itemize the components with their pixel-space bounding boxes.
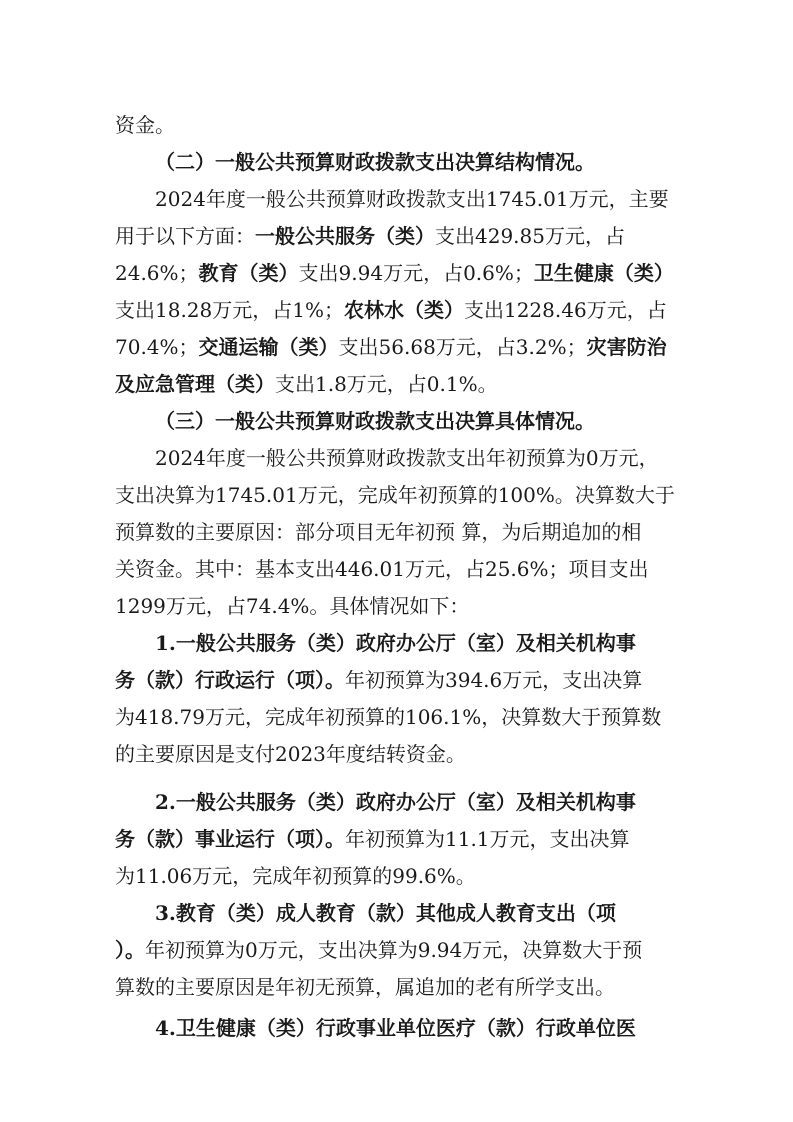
text-run: 年初预算为11.1万元，支出决算 bbox=[345, 827, 630, 851]
text-line bbox=[115, 256, 685, 290]
text-line bbox=[115, 478, 685, 512]
text-run: 预算数的主要原因：部分项目无年初预 算，为后期追加的相 bbox=[115, 520, 642, 544]
bold-text-run: （二）一般公共预算财政拨款支出决算结构情况。 bbox=[155, 150, 595, 174]
text-line bbox=[115, 589, 685, 623]
text-run: 年初预算为0万元，支出决算为9.94万元，决算数大于预 bbox=[145, 938, 643, 962]
text-run: 资金。 bbox=[115, 113, 175, 137]
item-heading bbox=[155, 626, 685, 660]
text-line bbox=[115, 700, 685, 734]
text-line bbox=[115, 515, 685, 549]
text-run: 支出1228.46万元，占 bbox=[463, 298, 667, 322]
item-heading bbox=[155, 1011, 685, 1045]
text-line bbox=[115, 859, 685, 893]
bold-text-run: （三）一般公共预算财政拨款支出决算具体情况。 bbox=[155, 409, 595, 433]
text-line bbox=[115, 970, 685, 1004]
section-heading bbox=[155, 404, 685, 438]
text-run: 24.6%； bbox=[115, 261, 199, 285]
bold-text-run: 1.一般公共服务（类）政府办公厅（室）及相关机构事 bbox=[155, 631, 636, 655]
bold-text-run: 交通运输（类） bbox=[198, 335, 339, 359]
bold-text-run: 2.一般公共服务（类）政府办公厅（室）及相关机构事 bbox=[155, 790, 636, 814]
text-run: 2024年度一般公共预算财政拨款支出1745.01万元，主要 bbox=[155, 187, 669, 211]
bold-text-run: 务（款）行政运行（项）。 bbox=[115, 668, 345, 692]
text-run: 支出429.85万元，占 bbox=[435, 224, 625, 248]
text-run: 支出1.8万元，占0.1%。 bbox=[275, 372, 498, 396]
bold-text-run: 卫生健康（类） bbox=[533, 261, 674, 285]
text-line bbox=[115, 737, 685, 771]
item-heading bbox=[155, 896, 685, 930]
item-heading bbox=[155, 785, 685, 819]
text-line bbox=[115, 367, 685, 401]
text-line bbox=[115, 108, 685, 142]
text-run: 算数的主要原因是年初无预算，属追加的老有所学支出。 bbox=[115, 975, 615, 999]
text-run: 支出56.68万元，占3.2%； bbox=[338, 335, 587, 359]
text-run: 支出9.94万元，占0.6%； bbox=[298, 261, 534, 285]
text-run: 用于以下方面： bbox=[115, 224, 255, 248]
bold-text-run: 务（款）事业运行（项）。 bbox=[115, 827, 345, 851]
text-run: 的主要原因是支付2023年度结转资金。 bbox=[115, 742, 466, 766]
text-run: 年初预算为394.6万元，支出决算 bbox=[345, 668, 643, 692]
text-line bbox=[115, 933, 685, 967]
text-line bbox=[155, 182, 685, 216]
text-line bbox=[155, 441, 685, 475]
text-run: 支出18.28万元，占1%； bbox=[115, 298, 344, 322]
text-run: 70.4%； bbox=[115, 335, 199, 359]
text-line bbox=[115, 330, 685, 364]
bold-text-run: 及应急管理（类） bbox=[115, 372, 275, 396]
text-line bbox=[115, 552, 685, 586]
text-line bbox=[115, 293, 685, 327]
bold-text-run: 一般公共服务（类） bbox=[255, 224, 435, 248]
text-run: 为11.06万元，完成年初预算的99.6%。 bbox=[115, 864, 476, 888]
bold-text-run: 教育（类） bbox=[198, 261, 299, 285]
bold-text-run: 农林水（类） bbox=[343, 298, 464, 322]
text-run: 为418.79万元，完成年初预算的106.1%，决算数大于预算数 bbox=[115, 705, 662, 729]
bold-text-run: 灾害防治 bbox=[586, 335, 667, 359]
text-run: 1299万元，占74.4%。具体情况如下： bbox=[115, 594, 470, 618]
text-run: 2024年度一般公共预算财政拨款支出年初预算为0万元， bbox=[155, 446, 659, 470]
bold-text-run: 4.卫生健康（类）行政事业单位医疗（款）行政单位医 bbox=[155, 1016, 636, 1040]
bold-text-run: 3.教育（类）成人教育（款）其他成人教育支出（项 bbox=[155, 901, 616, 925]
text-run: 支出决算为1745.01万元，完成年初预算的100%。决算数大于 bbox=[115, 483, 675, 507]
text-line bbox=[115, 822, 685, 856]
text-line bbox=[115, 663, 685, 697]
bold-text-run: ）。 bbox=[115, 938, 145, 962]
text-line bbox=[115, 219, 685, 253]
section-heading bbox=[155, 145, 685, 179]
text-run: 关资金。其中：基本支出446.01万元，占25.6%；项目支出 bbox=[115, 557, 649, 581]
